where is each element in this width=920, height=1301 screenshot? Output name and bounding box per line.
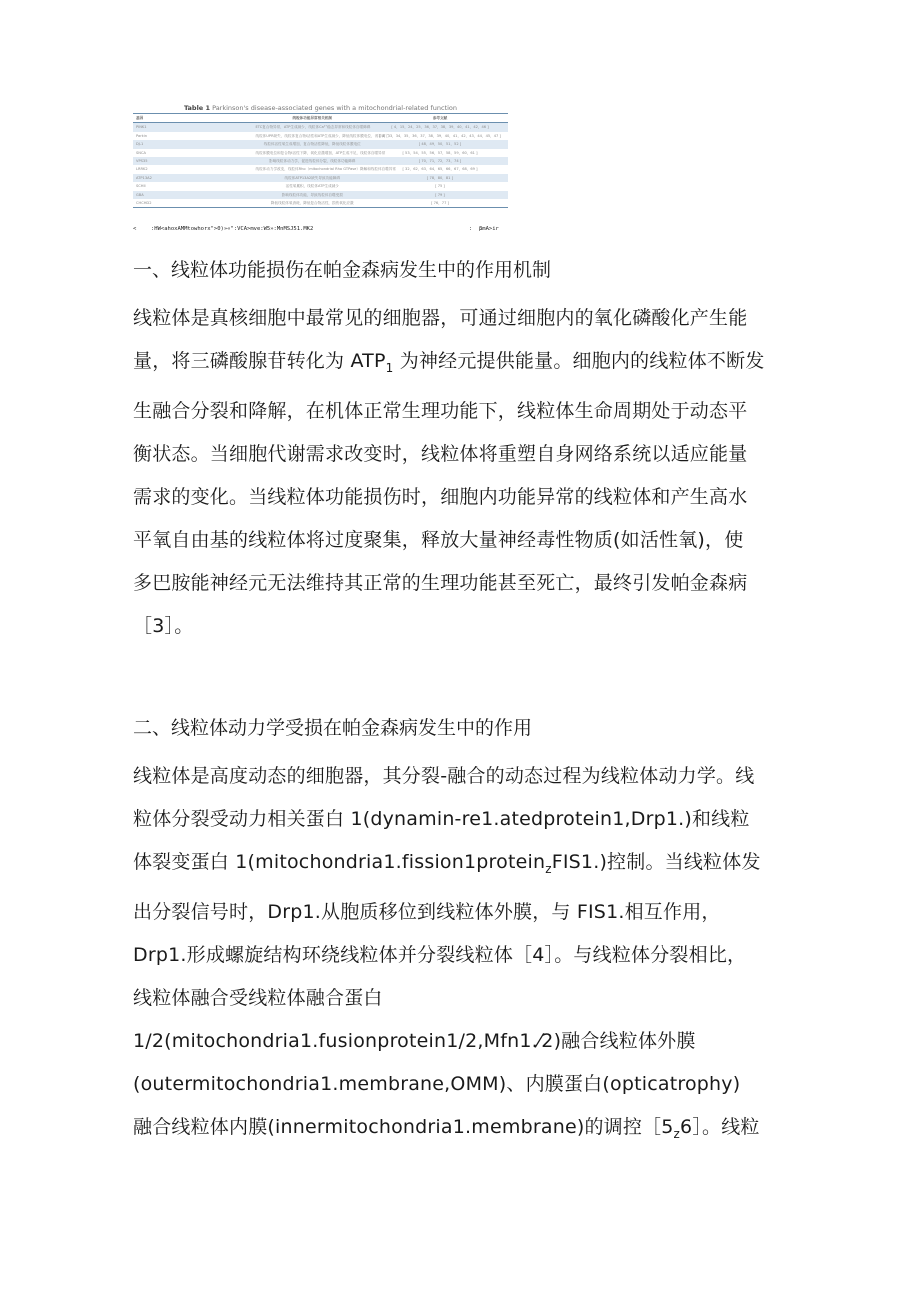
s1-line2-tail: 为神经元提供能量。细胞内的线粒体不断发 <box>393 350 765 372</box>
s2-line <box>133 1106 803 1156</box>
s2-line3-tail: FIS1.)控制。当线粒体发 <box>551 850 761 873</box>
table-caption: Parkinson's disease-associated genes with a mitochondrial-related function <box>210 104 458 112</box>
ref-subscript: z <box>673 1126 681 1141</box>
function-cell: 线粒体ATP13A2缺失导致功能障碍 <box>253 174 373 182</box>
refs-cell: [ 76，77 ] <box>372 199 508 208</box>
function-cell: 降低线粒体氧消耗，降低复合物活性，损伤氧化应激 <box>253 199 373 208</box>
gene-cell: VPS35 <box>133 157 253 165</box>
table-row <box>133 157 508 165</box>
s2-line: (outermitochondria1.membrane,OMM)、内膜蛋白(opticatrophy) <box>133 1072 741 1095</box>
s1-line: 平氧自由基的线粒体将过度聚集，释放大量神经毒性物质(如活性氧)，使 <box>133 528 744 551</box>
function-cell: 影响线粒体动力学，促进线粒体分裂，线粒体功能障碍 <box>253 157 373 165</box>
s1-line2-head: 量，将三磷酸腺苷转化为 ATP <box>133 350 386 372</box>
s2-line: 粒体分裂受动力相关蛋白 1(dynamin-re1.atedprotein1,Drp1.)和线粒 <box>133 807 750 830</box>
refs-cell: [ 78，80，81 ] <box>372 174 508 182</box>
table-row <box>133 191 508 199</box>
table-figure <box>133 104 508 208</box>
header-gene: 基因 <box>133 114 253 123</box>
function-cell: ETC复合物异常，ATP生成减少，线粒体Ca²⁺稳态异常和线粒体自噬障碍 <box>253 123 373 132</box>
table-row <box>133 182 508 190</box>
gene-cell: ATP13A2 <box>133 174 253 182</box>
table-title <box>133 104 508 113</box>
s1-line: 生融合分裂和降解，在机体正常生理功能下，线粒体生命周期处于动态平 <box>133 399 748 422</box>
header-refs: 参考文献 <box>372 114 508 123</box>
s2-line: 1/2(mitochondria1.fusionprotein1/2,Mfn1.⁄2)融合线粒体外膜 <box>133 1029 696 1052</box>
table-row <box>133 140 508 148</box>
gene-cell: SCHII <box>136 184 146 189</box>
refs-cell: [ 53，54，55，56，57，58，59，60，61 ] <box>402 150 478 155</box>
refs-cell: [ 32，62，63，64，65，66，67，68，69 ] <box>402 167 478 172</box>
function-cell: 活性氧累积，线粒体ATP生成减少 <box>285 184 339 189</box>
function-cell: 影响线粒体功能，导致线粒体自噬受损 <box>253 191 373 199</box>
s1-line: 需求的变化。当线粒体功能损伤时，细胞内功能异常的线粒体和产生高水 <box>133 485 748 508</box>
section-2-heading: 二、线粒体动力学受损在帕金森病发生中的作用 <box>133 716 533 739</box>
gene-cell: Parkin <box>136 133 148 138</box>
garble-b: :HW<ahoxAMMtowhorx">0)»«":VCA>mve:W5»:MnMSJ51.MK2 <box>151 226 314 232</box>
s1-line: 多巴胺能神经元无法维持其正常的生理功能甚至死亡，最终引发帕金森病 <box>133 571 748 594</box>
refs-cell: [ 70，71，72，73，74 ] <box>372 157 508 165</box>
s1-line <box>133 340 803 390</box>
refs-cell: [ 79 ] <box>372 191 508 199</box>
garble-a: < <box>133 226 137 232</box>
s2-line: Drp1.形成螺旋结构环绕线粒体并分裂线粒体［4］。与线粒体分裂相比， <box>133 943 747 966</box>
gene-cell: GBA <box>133 191 253 199</box>
s2-last-head: 融合线粒体内膜(innermitochondria1.membrane)的调控［5 <box>133 1115 674 1138</box>
refs-cell: [ 75 ] <box>435 184 445 189</box>
s2-last-tail: 6］。线粒 <box>680 1115 760 1138</box>
table-row <box>133 199 508 208</box>
gene-cell: DJ-1 <box>133 140 253 148</box>
s2-line3-head: 体裂变蛋白 1(mitochondria1.fission1protein <box>133 850 546 873</box>
function-cell: 线粒体膜电位和复合物I活性下降，氧化应激增加，ATP生成不足，线粒体自噬异常 <box>255 150 386 155</box>
table-header-row <box>133 114 508 123</box>
gene-cell: CHCHD2 <box>133 199 253 208</box>
s2-line: 线粒体融合受线粒体融合蛋白 <box>133 986 383 1009</box>
header-function: 线粒体功能异常相关机制 <box>253 114 373 123</box>
gene-cell: LRRK2 <box>136 167 148 172</box>
section-1-heading: 一、线粒体功能损伤在帕金森病发生中的作用机制 <box>133 259 552 281</box>
s2-line: 线粒体是高度动态的细胞器，其分裂-融合的动态过程为线粒体动力学。线 <box>133 764 755 787</box>
garble-c: : <box>469 226 473 232</box>
refs-cell: [ 4，33，34，35，36，37，38，39，40，41，42，43，44，45，47 ] <box>379 133 501 138</box>
table-row <box>133 174 508 182</box>
table-row <box>133 132 508 140</box>
body-text <box>133 248 803 1155</box>
function-cell: 线粒体动力学改变，线粒体Rho（mitochondrial Rho GTPase）降解和线粒体自噬异常 <box>255 167 396 172</box>
gene-table <box>133 113 508 208</box>
s2-line: 出分裂信号时，Drp1.从胞质移位到线粒体外膜，与 FIS1.相互作用， <box>133 900 721 923</box>
refs-cell: [ 48，49，50，51，52 ] <box>372 140 508 148</box>
gene-cell: PINK1 <box>133 123 253 132</box>
s2-line <box>133 841 803 891</box>
s1-line: ［3］。 <box>133 614 194 637</box>
table-row <box>133 165 508 173</box>
function-cell: 线粒体UPR缺失，线粒体复合物I活性和ATP生成减少，降低线粒体膜电位，诱导凋亡 <box>255 133 389 138</box>
garble-d: βmA>ir <box>479 226 499 232</box>
s1-line: 衡状态。当细胞代谢需求改变时，线粒体将重塑自身网络系统以适应能量 <box>133 442 748 465</box>
table-row <box>133 123 508 132</box>
table-row <box>133 149 508 157</box>
refs-cell: [ 4，15，24，25，36，37，38，39，40，41，42，46 ] <box>372 123 508 132</box>
table-label: Table 1 <box>183 104 210 112</box>
atp-subscript: 1 <box>385 360 394 375</box>
s1-line: 线粒体是真核细胞中最常见的细胞器，可通过细胞内的氧化磷酸化产生能 <box>133 307 748 329</box>
function-cell: 线粒体活性氧生成增加，复合物活性降低，降低线粒体膜电位 <box>253 140 373 148</box>
gene-cell: SNCA <box>136 150 146 155</box>
fis-subscript: z <box>545 861 552 876</box>
